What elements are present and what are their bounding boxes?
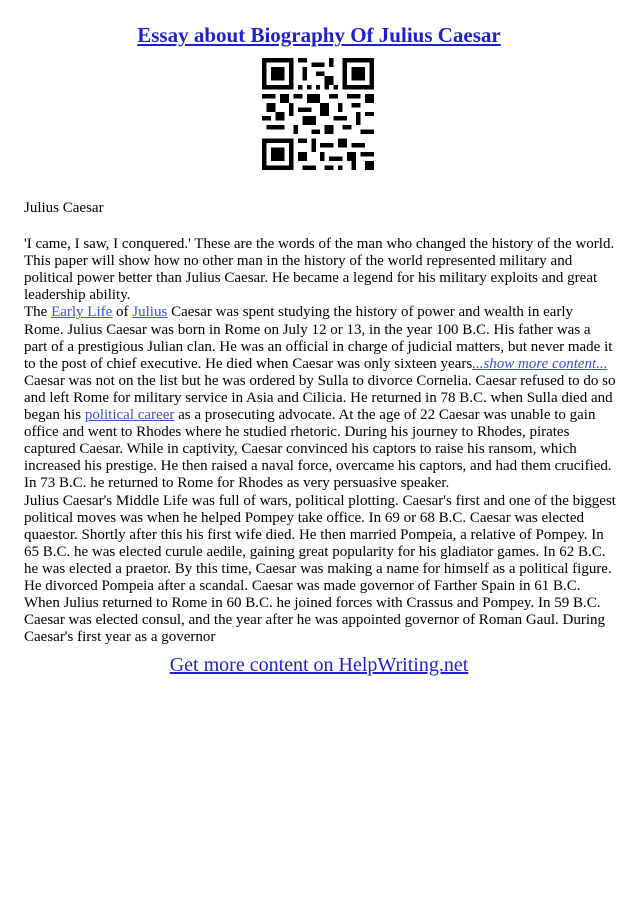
julius-link[interactable]: Julius bbox=[132, 304, 168, 321]
early-life-link[interactable]: Early Life bbox=[51, 304, 113, 321]
text-segment: Caesar was spent studying the history of power and wealth in early Rome. Julius Caesar was born in Rome on July 12 or 13, in the year 100 B.C. His father was a part of a prestigious Julian clan. He was an official in charge of judicial matters, but never made it to the post of chief executive. He died when Caesar was only sixteen years bbox=[24, 304, 613, 372]
essay-body bbox=[24, 200, 616, 646]
text-segment: The bbox=[24, 304, 52, 321]
text-segment: of bbox=[112, 304, 133, 321]
paragraph-middle-life: Julius Caesar's Middle Life was full of wars, political plotting. Caesar's first and one of the biggest political moves was when he helped Pompey take office. In 69 or 68 B.C. Caesar was elected quaestor. Shortly after this his first wife died. He then married Pompeia, a relative of Pompey. In 65 B.C. he was elected curule aedile, gaining great popularity for his gladiator games. In 62 B.C. he was elected a praetor. By this time, Caesar was making a name for himself as a political figure. He divorced Pompeia after a scandal. Caesar was made governor of Farther Spain in 61 B.C. When Julius returned to Rome in 60 B.C. he joined forces with Crassus and Pompey. In 59 B.C. Caesar was elected consul, and the year after he was appointed governor of Roman Gaul. During Caesar's first year as a governor bbox=[24, 492, 616, 646]
paragraph-intro: 'I came, I saw, I conquered.' These are the words of the man who changed the history of the world. This paper will show how no other man in the history of the world represented military and political power better than Julius Caesar. He became a legend for his military exploits and great leadership ability. bbox=[24, 236, 615, 304]
essay-title-link[interactable]: Essay about Biography Of Julius Caesar bbox=[137, 23, 501, 47]
qr-code-icon bbox=[262, 58, 374, 170]
text-segment: Caesar was not on the list but he was ordered by Sulla to divorce Cornelia. Caesar refused to do so and left Rome for military service in Asia and Cilicia. He returned in 78 B.C. when Sulla died and began his bbox=[24, 372, 616, 424]
essay-heading: Julius Caesar bbox=[24, 200, 104, 216]
get-more-content-link[interactable]: Get more content on HelpWriting.net bbox=[169, 654, 469, 676]
text-segment: as a prosecuting advocate. At the age of 22 Caesar was unable to gain office and went to Rhodes where he studied rhetoric. During his journey to Rhodes, pirates captured Caesar. While in captivity, Caesar convinced his captors to raise his ransom, which increased his prestige. He then raised a naval force, overcame his captors, and had them crucified. In 73 B.C. he returned to Rome for Rhodes as very persuasive speaker. bbox=[24, 407, 612, 492]
show-more-link[interactable]: ...show more content... bbox=[472, 355, 608, 372]
paragraph-early-life bbox=[24, 304, 616, 372]
paragraph-career bbox=[24, 373, 616, 493]
political-career-link[interactable]: political career bbox=[84, 407, 175, 424]
